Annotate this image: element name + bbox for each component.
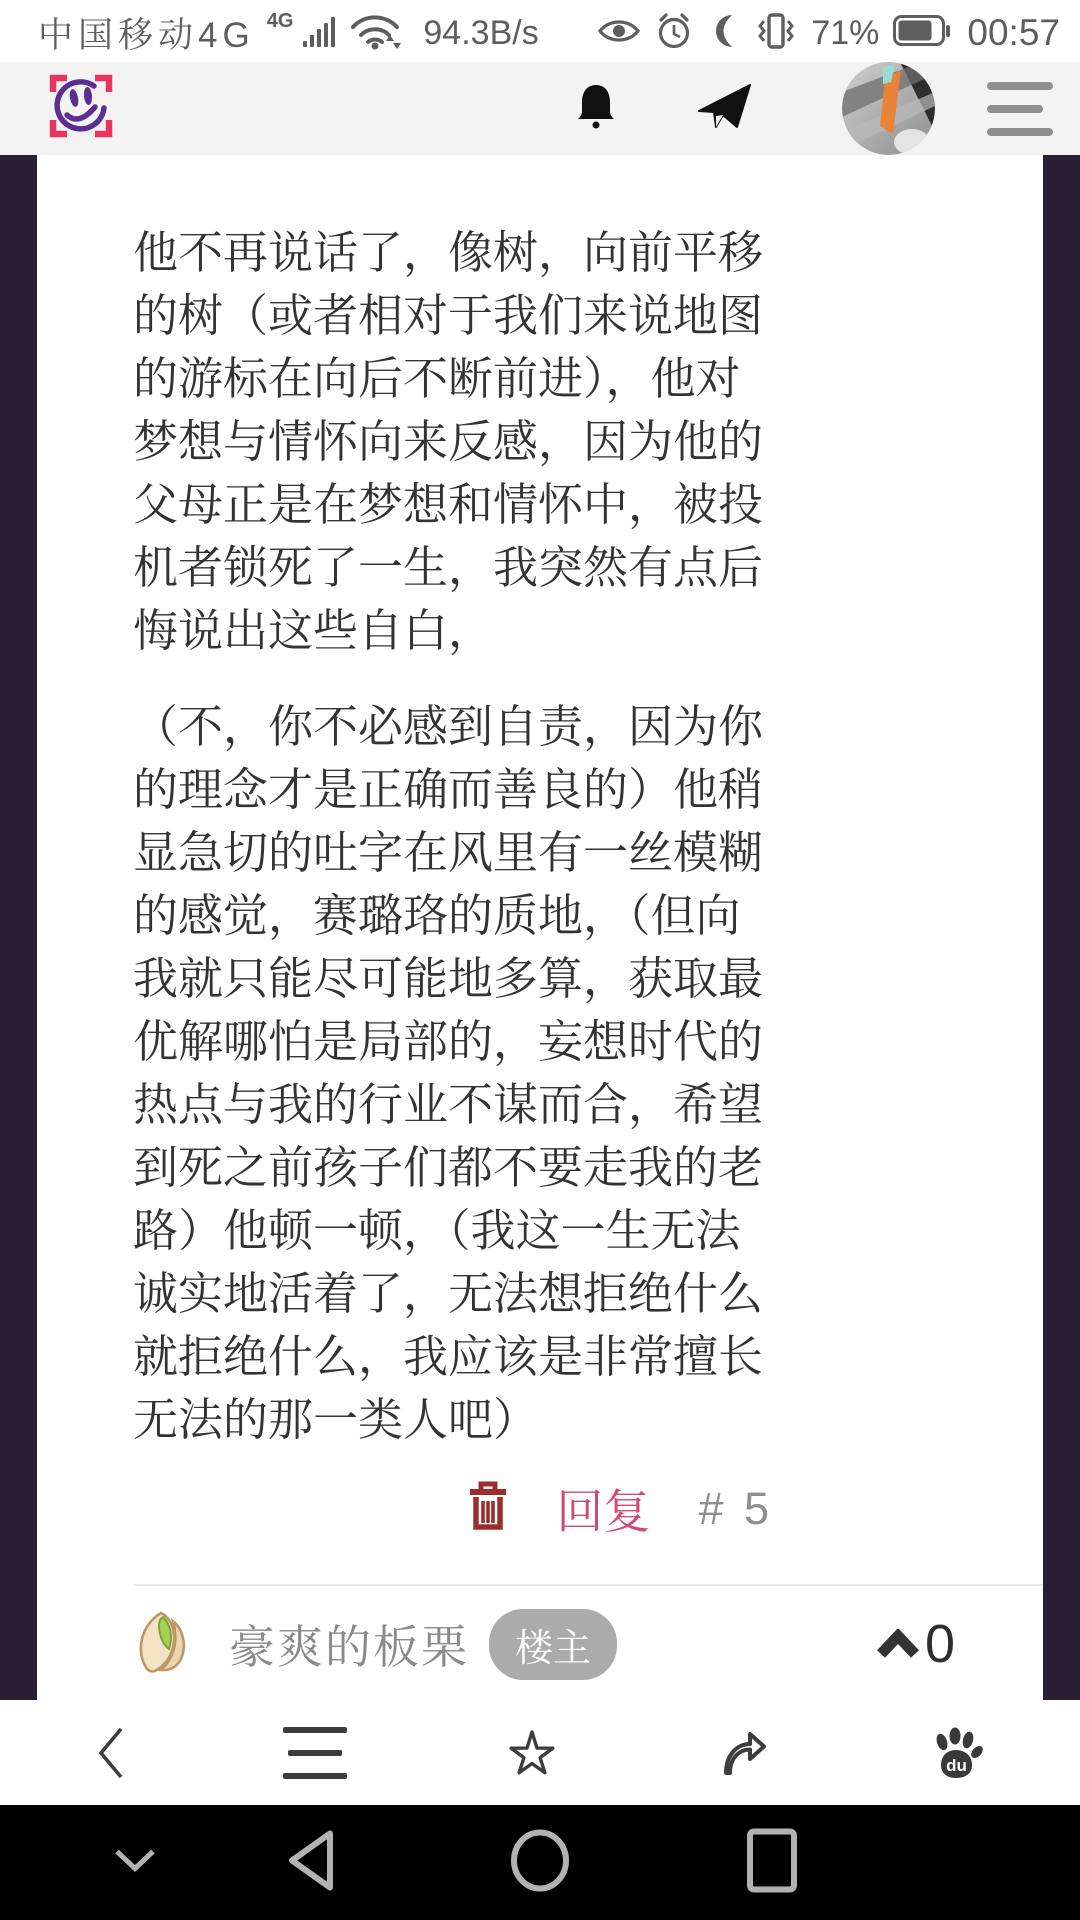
alarm-icon (655, 12, 693, 55)
hamburger-menu-icon[interactable] (987, 78, 1053, 140)
post-action-row (133, 1475, 773, 1542)
clock-time: 00:57 (967, 12, 1060, 53)
pistachio-avatar-icon[interactable] (133, 1607, 203, 1682)
upvote-button[interactable] (875, 1613, 955, 1675)
vibrate-icon (755, 12, 797, 55)
nav-home-circle-icon[interactable] (508, 1828, 572, 1897)
chevron-up-icon (875, 1629, 921, 1659)
battery-percent: 71% (811, 13, 880, 52)
paper-plane-icon[interactable] (696, 83, 754, 134)
nav-back-triangle-icon[interactable] (282, 1826, 340, 1899)
toolbar-menu-icon[interactable] (283, 1727, 347, 1779)
author-row (133, 1598, 1043, 1690)
author-name[interactable]: 豪爽的板栗 (229, 1621, 469, 1673)
carrier-label: 中国移动4G (38, 16, 255, 55)
smiley-logo-icon[interactable] (48, 73, 114, 144)
post-paragraph: （不，你不必感到自责，因为你的理念才是正确而善良的）他稍显急切的吐字在风里有一丝模糊的感觉，赛璐珞的质地，（但向我就只能尽可能地多算，获取最优解哪怕是局部的，妄想时代的热点与我的行业不谋而合，希望到死之前孩子们都不要走我的老路）他顿一顿，（我这一生无法诚实地活着了，无法想拒绝什么就拒绝什么，我应该是非常擅长无法的那一类人吧） (133, 701, 764, 1445)
share-arrow-icon[interactable] (717, 1729, 771, 1777)
bookmark-star-icon[interactable] (506, 1728, 558, 1778)
chevron-down-icon[interactable] (112, 1846, 158, 1879)
battery-icon (893, 15, 951, 52)
app-header (0, 62, 1080, 155)
floor-number[interactable]: # 5 (698, 1482, 773, 1534)
eye-comfort-icon (597, 16, 641, 51)
browser-toolbar (0, 1700, 1080, 1805)
status-bar (0, 0, 1080, 62)
svg-text:du: du (946, 1755, 967, 1775)
op-badge: 楼主 (489, 1609, 617, 1680)
lte-badge: 4G (266, 10, 294, 32)
network-speed: 94.3B/s (423, 13, 539, 52)
delete-trash-icon[interactable] (468, 1481, 508, 1536)
user-avatar[interactable] (842, 62, 935, 155)
nav-recents-square-icon[interactable] (745, 1827, 799, 1898)
wifi-icon (349, 11, 403, 56)
post-paragraph: 他不再说话了，像树，向前平移的树（或者相对于我们来说地图的游标在向后不断前进），他对梦想与情怀向来反感，因为他的父母正是在梦想和情怀中，被投机者锁死了一生，我突然有点后悔说出这些自白， (133, 227, 764, 656)
signal-bars-icon (303, 13, 339, 54)
post-content (133, 221, 773, 1451)
post-divider (133, 1584, 1043, 1586)
android-nav-bar (0, 1805, 1080, 1920)
page-background (0, 155, 1080, 1700)
night-mode-icon (707, 12, 741, 55)
reply-button[interactable]: 回复 (556, 1485, 651, 1538)
post-card (37, 155, 1043, 1700)
upvote-count: 0 (924, 1614, 955, 1674)
baidu-paw-icon[interactable] (930, 1726, 984, 1780)
notification-bell-icon[interactable] (574, 83, 618, 134)
back-chevron-icon[interactable] (96, 1726, 124, 1780)
